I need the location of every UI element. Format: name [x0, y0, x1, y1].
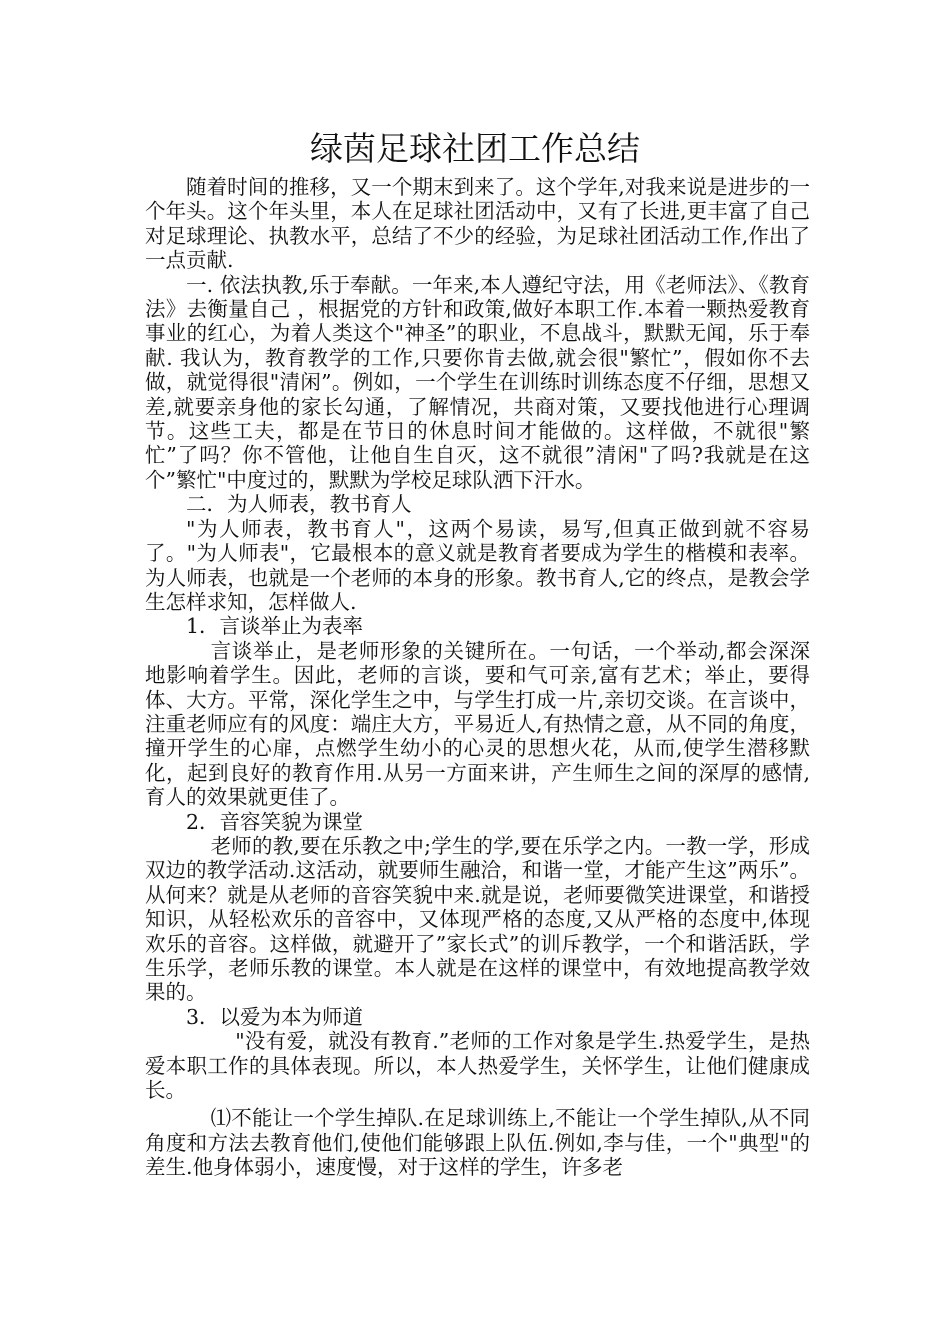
section-heading-2: 二．为人师表，教书育人 [186, 492, 412, 517]
paragraph-subsection-1: 言谈举止，是老师形象的关键所在。一句话，一个举动,都会深深地影响着学生。因此，老师的言谈，要和气可亲,富有艺术；举止，要得体、大方。平常，深化学生之中，与学生打成一片,亲切交谈。在言谈中，注重老师应有的风度：端庄大方，平易近人,有热情之意，从不同的角度，撞开学生的心扉，点燃学生幼小的心灵的思想火花，从而,使学生潜移默化，起到良好的教育作用.从另一方面来讲，产生师生之间的深厚的感情,育人的效果就更佳了。 [145, 638, 810, 810]
paragraph-intro: 随着时间的推移，又一个期末到来了。这个学年,对我来说是进步的一个年头。这个年头里，本人在足球社团活动中，又有了长进,更丰富了自己对足球理论、执教水平，总结了不少的经验，为足球社团活动工作,作出了一点贡献. [145, 175, 810, 273]
paragraph-section-1: 一. 依法执教,乐于奉献。一年来,本人遵纪守法，用《老师法》、《教育法》去衡量自己 ，根据党的方针和政策,做好本职工作.本着一颗热爱教育事业的红心，为着人类这个"神圣”的职业，不息战斗，默默无闻，乐于奉献. 我认为，教育教学的工作,只要你肯去做,就会很"繁忙”，假如你不去做，就觉得很"清闲”。例如，一个学生在训练时训练态度不仔细，思想又差,就要亲身他的家长勾通，了解情况，共商对策，又要找他进行心理调节。这些工夫，都是在节日的休息时间才能做的。这样做，不就很"繁忙”了吗？你不管他，让他自生自灭，这不就很”清闲"了吗?我就是在这个”繁忙"中度过的，默默为学校足球队洒下汗水。 [145, 272, 810, 492]
paragraph-item-1: ⑴不能让一个学生掉队.在足球训练上,不能让一个学生掉队,从不同角度和方法去教育他们,使他们能够跟上队伍.例如,李与佳，一个"典型"的差生.他身体弱小，速度慢，对于这样的学生，许多老 [145, 1106, 810, 1180]
document-title: 绿茵足球社团工作总结 [310, 129, 640, 168]
document-body [145, 175, 810, 1180]
paragraph-subsection-3: "没有爱，就没有教育.”老师的工作对象是学生.热爱学生，是热爱本职工作的具体表现。所以，本人热爱学生，关怀学生，让他们健康成长。 [145, 1029, 810, 1103]
subheading-2: 2．音容笑貌为课堂 [186, 809, 364, 834]
paragraph-section-2: "为人师表，教书育人"，这两个易读，易写,但真正做到就不容易了。"为人师表"，它最根本的意义就是教育者要成为学生的楷模和表率。为人师表，也就是一个老师的本身的形象。教书育人,它的终点，是教会学生怎样求知，怎样做人. [145, 516, 810, 614]
subheading-1: 1．言谈举止为表率 [186, 614, 364, 639]
subheading-3: 3．以爱为本为师道 [186, 1004, 364, 1029]
paragraph-subsection-2: 老师的教,要在乐教之中;学生的学,要在乐学之内。一教一学，形成双边的教学活动.这活动，就要师生融洽，和谐一堂，才能产生这”两乐”。从何来？就是从老师的音容笑貌中来.就是说，老师要微笑进课堂，和谐授知识，从轻松欢乐的音容中，又体现严格的态度,又从严格的态度中,体现欢乐的音容。这样做，就避开了”家长式”的训斥教学，一个和谐活跃，学生乐学，老师乐教的课堂。本人就是在这样的课堂中，有效地提高教学效果的。 [145, 833, 810, 1005]
